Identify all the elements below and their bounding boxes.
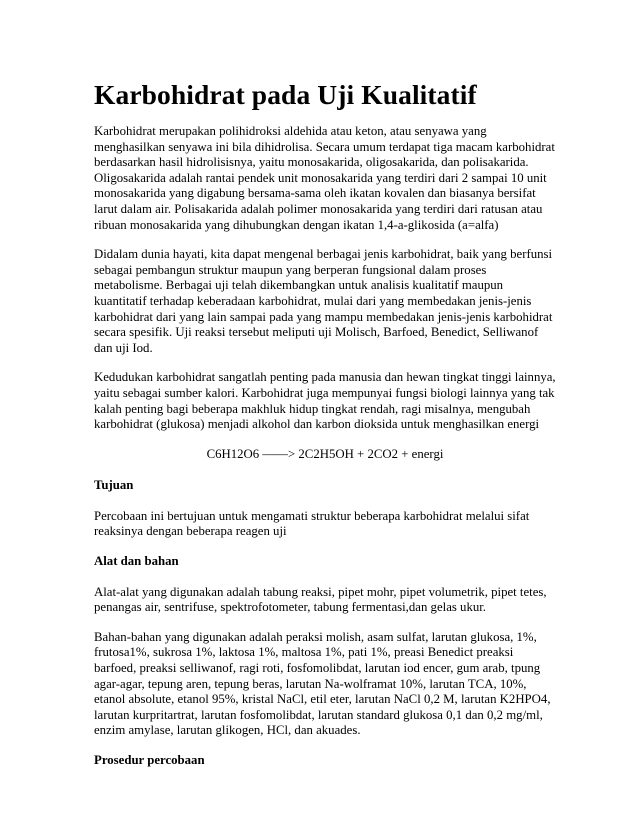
alat-paragraph: Alat-alat yang digunakan adalah tabung reaksi, pipet mohr, pipet volumetrik, pipet tetes, penangas air, sentrifuse, spektrofotometer, tabung fermentasi,dan gelas ukur. bbox=[94, 584, 547, 615]
intro-paragraph-2: Didalam dunia hayati, kita dapat mengenal berbagai jenis karbohidrat, baik yang berfunsi sebagai pembangun struktur maupun yang berperan fungsional dalam proses metabolisme. Berbagai uji telah dikembangkan untuk analisis kualitatif maupun kuantitatif terhadap keberadaan karbohidrat, mulai dari yang membedakan jenis-jenis karbohidrat dari yang lain sampai pada yang mampu membedakan jenis-jenis karbohidrat secara spesifik. Uji reaksi tersebut meliputi uji Molisch, Barfoed, Benedict, Selliwanof dan uji Iod. bbox=[94, 247, 553, 355]
section-heading-tujuan: Tujuan bbox=[94, 478, 134, 493]
section-heading-prosedur: Prosedur percobaan bbox=[94, 753, 205, 767]
page-title: Karbohidrat pada Uji Kualitatif bbox=[94, 79, 477, 110]
fermentation-equation: C6H12O6 ——> 2C2H5OH + 2CO2 + energi bbox=[206, 446, 444, 461]
intro-paragraph-3: Kedudukan karbohidrat sangatlah penting pada manusia dan hewan tingkat tinggi lainnya, yaitu sebagai sumber kalori. Karbohidrat juga mempunyai fungsi biologi lainnya yang tak kalah penting bagi beberapa makhluk hidup tingkat rendah, ragi misalnya, mengubah karbohidrat (glukosa) menjadi alkohol dan karbon dioksida untuk menghasilkan energi bbox=[94, 370, 556, 432]
intro-paragraph-1: Karbohidrat merupakan polihidroksi aldehida atau keton, atau senyawa yang menghasilkan senyawa ini bila dihidrolisa. Secara umum terdapat tiga macam karbohidrat berdasarkan hasil hidrolisisnya, yaitu monosakarida, oligosakarida, dan polisakarida. Oligosakarida adalah rantai pendek unit monosakarida yang terdiri dari 2 sampai 10 unit monosakarida yang digabung bersama-sama oleh ikatan kovalen dan biasanya bersifat larut dalam air. Polisakarida adalah polimer monosakarida yang terdiri dari ratusan atau ribuan monosakarida yang dihubungkan dengan ikatan 1,4-a-glikosida (a=alfa) bbox=[94, 124, 555, 232]
tujuan-paragraph: Percobaan ini bertujuan untuk mengamati struktur beberapa karbohidrat melalui sifat reaksinya dengan beberapa reagen uji bbox=[94, 508, 530, 539]
document-body bbox=[94, 78, 556, 784]
section-heading-alat-dan-bahan: Alat dan bahan bbox=[94, 554, 179, 569]
bahan-paragraph: Bahan-bahan yang digunakan adalah peraksi molish, asam sulfat, larutan glukosa, 1%, frutosa1%, sukrosa 1%, laktosa 1%, maltosa 1%, pati 1%, preasi Benedict preaksi barfoed, preaksi selliwanof, ragi roti, fosfomolibdat, larutan iod encer, gum arab, tpung agar-agar, tepung aren, tepung beras, larutan Na-wolframat 10%, larutan TCA, 10%, etanol absolute, etanol 95%, kristal NaCl, etil eter, larutan NaCl 0,2 M, larutan K2HPO4, larutan kurpritartrat, larutan fosfomolibdat, larutan standard glukosa 0,1 dan 0,2 mg/ml, enzim amylase, larutan glikogen, HCl, dan akuades. bbox=[94, 629, 551, 738]
